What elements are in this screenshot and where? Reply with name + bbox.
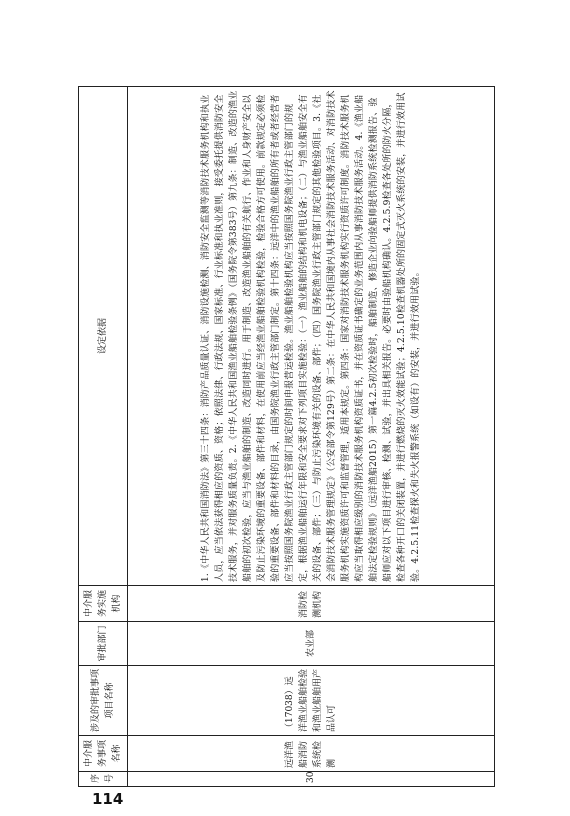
cell-approval-item: （17038）远洋渔业船舶检验和渔业船舶用产品认可 bbox=[128, 666, 495, 736]
header-service-name: 中介服务事项名称 bbox=[79, 736, 128, 772]
header-seq: 序号 bbox=[79, 772, 128, 787]
cell-seq: 30 bbox=[128, 772, 495, 787]
table-header-row bbox=[79, 87, 128, 787]
header-organization: 中介服务实施机构 bbox=[79, 586, 128, 622]
page-number: 114 bbox=[92, 790, 124, 808]
cell-department: 农业部 bbox=[128, 622, 495, 666]
header-basis: 设定依据 bbox=[79, 87, 128, 586]
cell-organization: 消防检测机构 bbox=[128, 586, 495, 622]
service-table bbox=[78, 86, 495, 787]
table-row bbox=[128, 87, 495, 787]
cell-service-name: 远洋渔船消防系统检测 bbox=[128, 736, 495, 772]
cell-basis: 1.《中华人民共和国消防法》第三十四条：消防产品质量认证、消防设施检测、消防安全监测等消防技术服务机构和执业人员，应当依法获得相应的资质、资格；依照法律、行政法规、国家标准、行业标准和执业准则，接受委托提供消防安全技术服务，并对服务质量负责。2.《中华人民共和国渔业船舶检验条例》（国务院令第383号）第九条：制造、改造的渔业船舶的初次检验，应当与渔业船舶的制造、改造同时进行。用于制造、改造渔业船舶的有关航行、作业和人身财产安全以及防止污染环境的重要设备、部件和材料，在使用前应当经渔业船舶检验机构检验，检验合格方可使用。前款规定必须检验的重要设备、部件和材料的目录，由国务院渔业行政主管部门制定。第十四条：远洋中的渔业船舶的所有者或者经营者应当按照国务院渔业行政主管部门规定的时间申报营运检验。渔业船舶检验机构应当按照国务院渔业行政主管部门的规定，根据渔业船舶运行年限和安全要求对下列项目实施检验：（一）渔业船舶的结构和机电设备；（二）与渔业船舶安全有关的设备、部件；（三）与防止污染环境有关的设备、部件；（四）国务院渔业行政主管部门规定的其他检验项目。3.《社会消防技术服务管理规定》（公安部令第129号）第二条：在中华人民共和国境内从事社会消防技术服务活动、对消防技术服务机构实施资质许可和监督管理，适用本规定。第四条：国家对消防技术服务机构实行资质许可制度。消防技术服务机构应当取得相应级别的消防技术服务机构资质证书，并在资质证书确定的业务范围内从事消防技术服务活动。4.《渔业船舶法定检验规则》（远洋渔船2015）第一篇4.2.5初次检验时，船舶制造、修造企业向验船师提供消防系统检测报告、验船师应对以下项目进行审核、检测、试验，并出具相关报告。必要时由验船机构确认。4.2.5.9检查各处所的防火分隔，检查各种开口的关闭装置，并进行燃烧的灭火效能试验；4.2.5.10检查机器处所的固定式灭火系统的安装，并进行效用试验。4.2.5.11检查探火和失火报警系统（如设有）的安装，并进行效用试验。 bbox=[128, 87, 495, 586]
header-department: 审批部门 bbox=[79, 622, 128, 666]
header-approval-item: 涉及的审批事项项目名称 bbox=[79, 666, 128, 736]
rotated-table-wrapper bbox=[78, 86, 495, 787]
